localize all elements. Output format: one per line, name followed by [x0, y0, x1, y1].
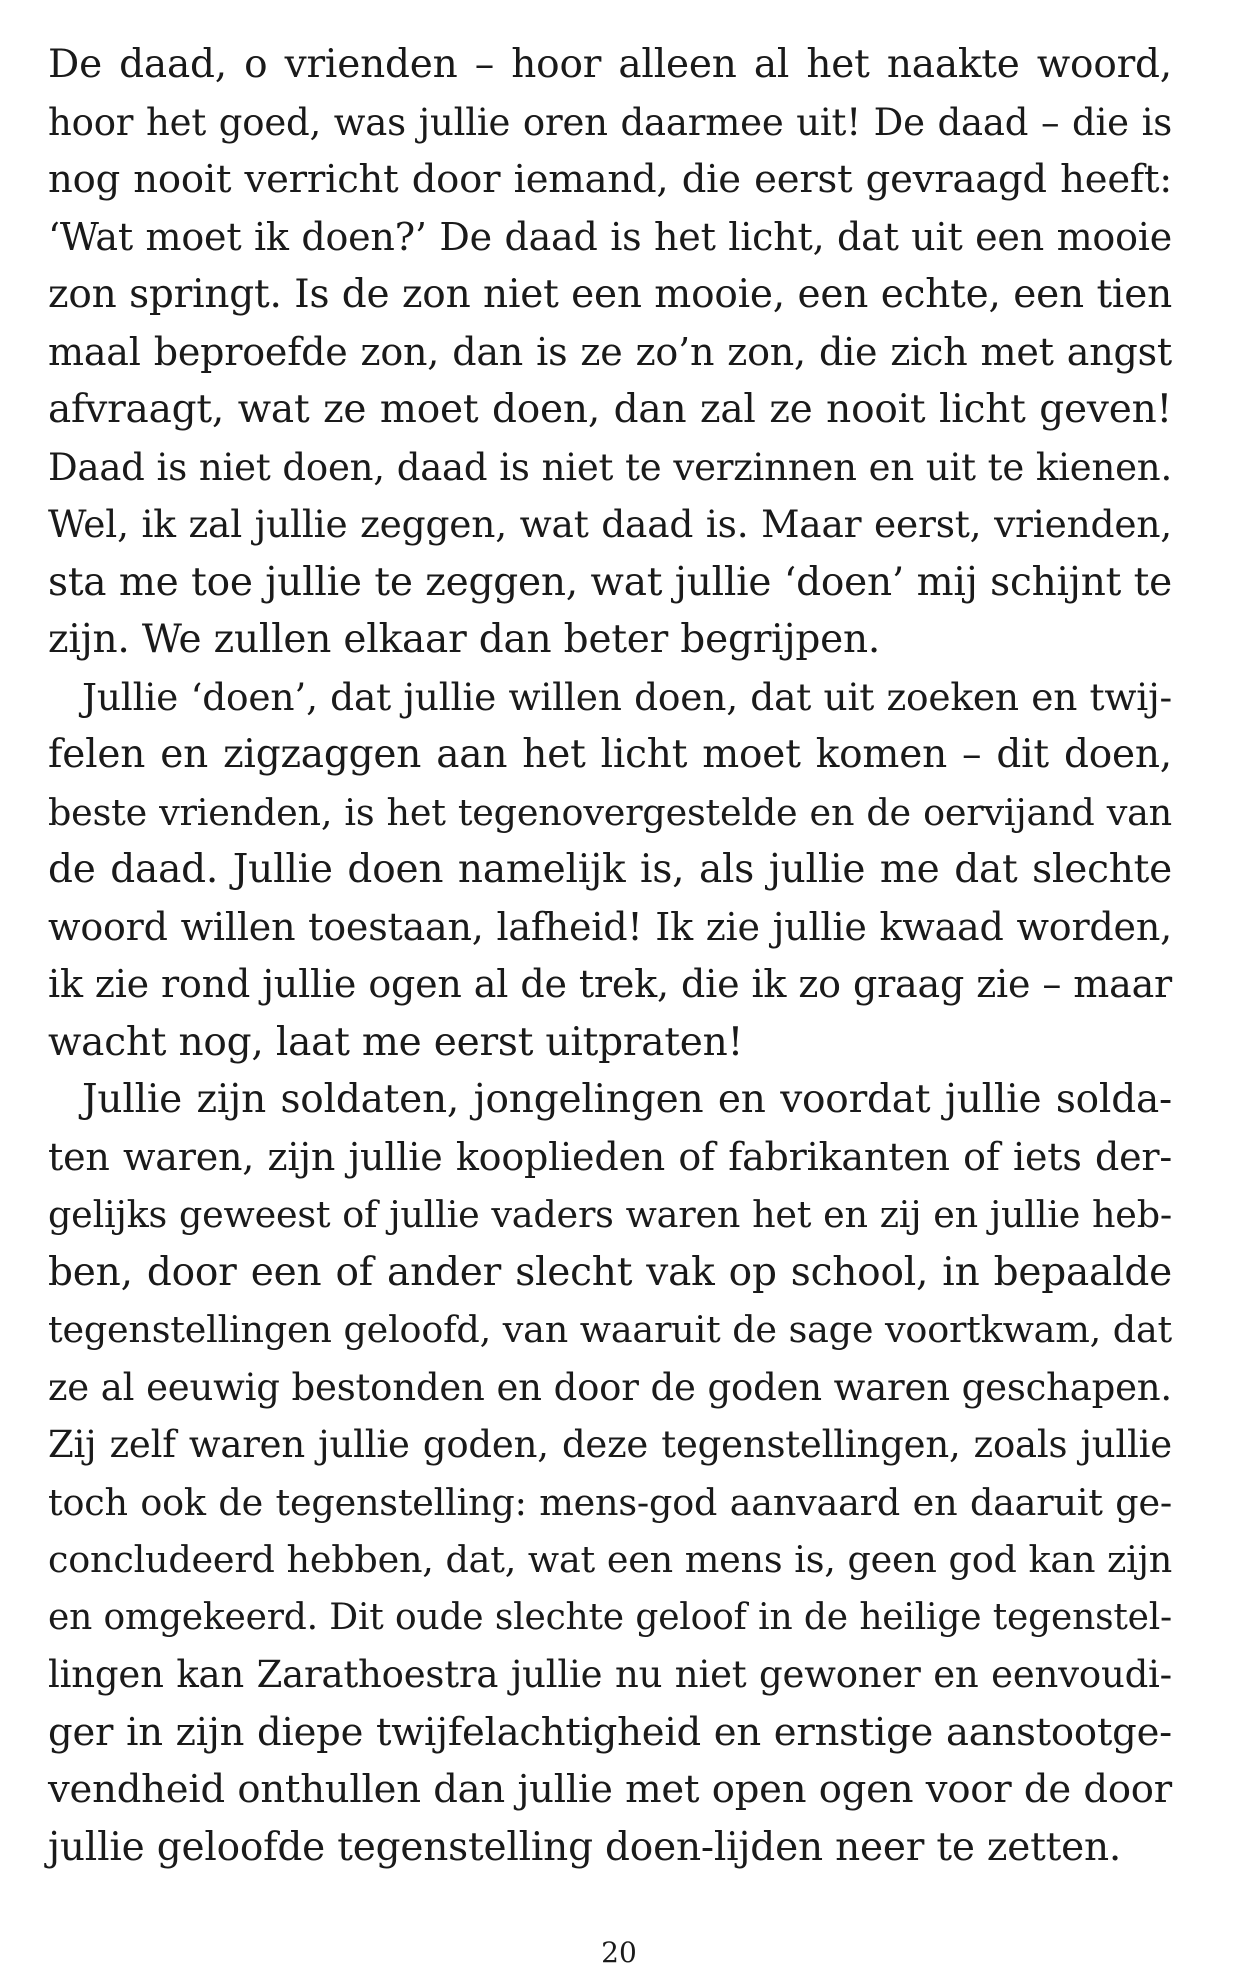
text-line: ten waren, zijn jullie kooplieden of fabrikanten of iets der-: [48, 1134, 1172, 1179]
text-line: ik zie rond jullie ogen al de trek, die ik zo graag zie – maar: [48, 962, 1172, 1006]
paragraph-3: [48, 1071, 1172, 1876]
page-number: 20: [601, 1936, 637, 1969]
text-line: en omgekeerd. Dit oude slechte geloof in de heilige tegenstel-: [48, 1596, 1172, 1638]
text-line: ben, door een of ander slecht vak op school, in bepaalde: [48, 1249, 1172, 1295]
text-line: tegenstellingen geloofd, van waaruit de sage voortkwam, dat: [48, 1308, 1172, 1351]
paragraph-1: [48, 36, 1172, 669]
text-line: ger in zijn diepe twijfelachtigheid en ernstige aanstootge-: [48, 1709, 1172, 1755]
text-line: De daad, o vrienden – hoor alleen al het naakte woord,: [48, 42, 1172, 87]
text-line: zon springt. Is de zon niet een mooie, een echte, een tien: [48, 272, 1172, 317]
text-line: Jullie zijn soldaten, jongelingen en voordat jullie solda-: [82, 1077, 1172, 1122]
text-line: sta me toe jullie te zeggen, wat jullie ‘doen’ mij schijnt te: [48, 559, 1172, 605]
text-line: zijn. We zullen elkaar dan beter begrijpen.: [48, 617, 881, 662]
text-line: jullie geloofde tegenstelling doen-lijden neer te zetten.: [48, 1824, 1122, 1870]
text-line: beste vrienden, is het tegenovergestelde en de oervijand van: [48, 790, 1172, 834]
text-line: afvraagt, wat ze moet doen, dan zal ze nooit licht geven!: [48, 387, 1172, 432]
text-line: wacht nog, laat me eerst uitpraten!: [48, 1019, 744, 1065]
text-line: felen en zigzaggen aan het licht moet komen – dit doen,: [48, 732, 1172, 777]
text-line: Zij zelf waren jullie goden, deze tegenstellingen, zoals jullie: [48, 1423, 1172, 1466]
text-line: Jullie ‘doen’, dat jullie willen doen, dat uit zoeken en twij-: [82, 674, 1172, 719]
paragraph-2: [48, 669, 1172, 1072]
text-line: de daad. Jullie doen namelijk is, als jullie me dat slechte: [48, 847, 1172, 892]
text-line: lingen kan Zarathoestra jullie nu niet gewoner en eenvoudi-: [48, 1653, 1172, 1696]
text-line: nog nooit verricht door iemand, die eerst gevraagd heeft:: [48, 157, 1172, 202]
text-line: woord willen toestaan, lafheid! Ik zie jullie kwaad worden,: [48, 904, 1172, 949]
text-line: vendheid onthullen dan jullie met open ogen voor de door: [48, 1767, 1172, 1812]
text-line: ‘Wat moet ik doen?’ De daad is het licht, dat uit een mooie: [48, 214, 1172, 259]
text-line: toch ook de tegenstelling: mens-god aanvaard en daaruit ge-: [48, 1480, 1172, 1524]
text-line: Wel, ik zal jullie zeggen, wat daad is. Maar eerst, vrienden,: [48, 502, 1172, 546]
text-line: Daad is niet doen, daad is niet te verzinnen en uit te kienen.: [48, 445, 1172, 489]
text-line: hoor het goed, was jullie oren daarmee uit! De daad – die is: [48, 100, 1172, 144]
text-line: maal beproefde zon, dan is ze zo’n zon, die zich met angst: [48, 329, 1172, 374]
text-line: gelijks geweest of jullie vaders waren het en zij en jullie heb-: [48, 1193, 1172, 1236]
text-line: concludeerd hebben, dat, wat een mens is, geen god kan zijn: [48, 1538, 1172, 1581]
text-line: ze al eeuwig bestonden en door de goden waren geschapen.: [48, 1365, 1172, 1409]
page-body: [48, 36, 1172, 1876]
